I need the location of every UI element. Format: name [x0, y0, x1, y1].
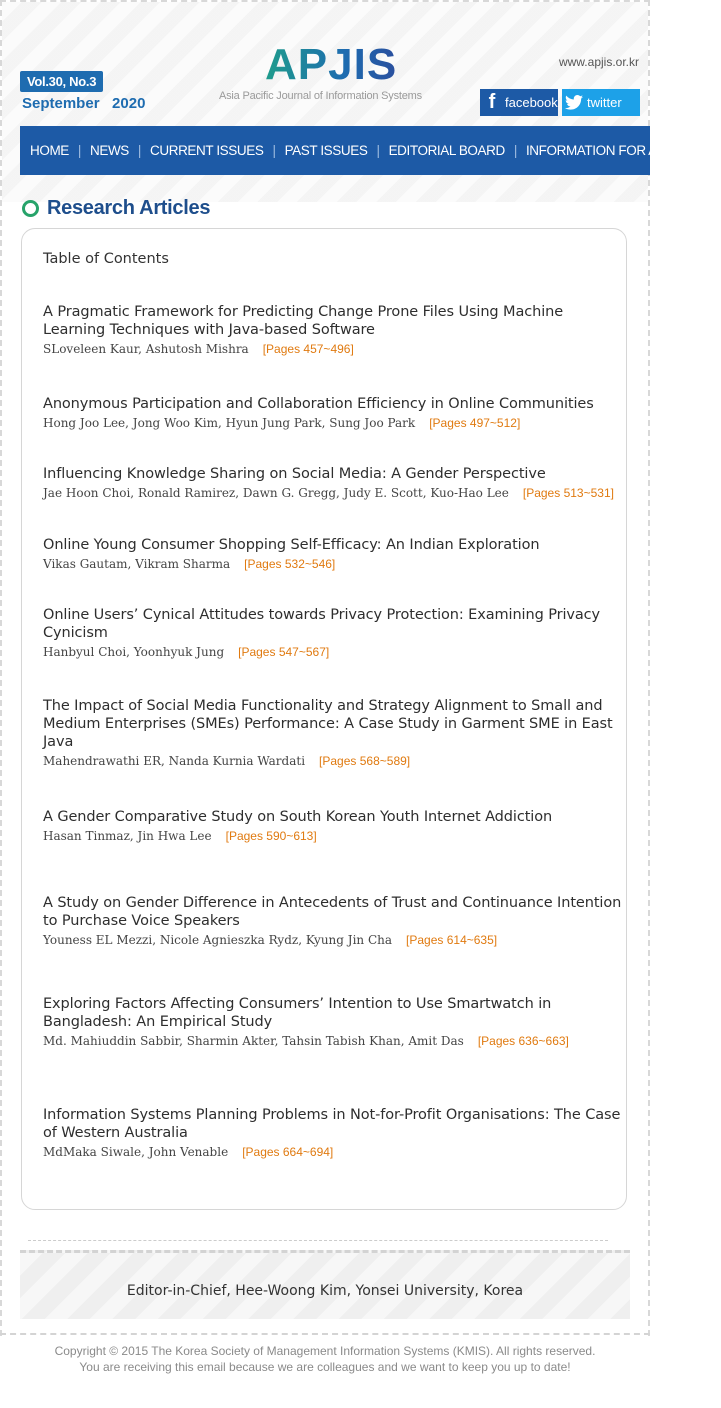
- article-pages[interactable]: [Pages 590~613]: [225, 829, 317, 843]
- copyright: [0, 1343, 650, 1375]
- article-item: [43, 606, 623, 660]
- apjis-logo[interactable]: APJIS: [265, 40, 398, 89]
- subscription-note: You are receiving this email because we are colleagues and we want to keep you up to date!: [79, 1360, 571, 1374]
- nav-separator: |: [272, 143, 276, 158]
- issue-date: [22, 95, 145, 112]
- article-title[interactable]: A Pragmatic Framework for Predicting Change Prone Files Using Machine Learning Techniques with Java-based Software: [43, 304, 564, 338]
- article-authors: Jae Hoon Choi, Ronald Ramirez, Dawn G. Gregg, Judy E. Scott, Kuo-Hao Lee: [43, 486, 509, 500]
- article-item: [43, 465, 623, 501]
- section-title: Research Articles: [47, 197, 211, 219]
- article-title[interactable]: A Gender Comparative Study on South Korean Youth Internet Addiction: [43, 809, 553, 825]
- article-title[interactable]: Online Users’ Cynical Attitudes towards Privacy Protection: Examining Privacy Cynicism: [43, 607, 600, 641]
- facebook-label: facebook: [505, 95, 558, 110]
- nav-news[interactable]: NEWS: [90, 143, 129, 158]
- article-meta: [43, 644, 623, 660]
- article-pages[interactable]: [Pages 664~694]: [242, 1145, 334, 1159]
- copyright-line: Copyright © 2015 The Korea Society of Management Information Systems (KMIS). All rights reserved.: [54, 1344, 596, 1358]
- article-item: [43, 697, 623, 769]
- article-title[interactable]: Influencing Knowledge Sharing on Social Media: A Gender Perspective: [43, 466, 546, 482]
- nav-home[interactable]: HOME: [30, 143, 69, 158]
- article-title[interactable]: Exploring Factors Affecting Consumers’ Intention to Use Smartwatch in Bangladesh: An Empirical Study: [43, 996, 552, 1030]
- twitter-icon: [562, 89, 586, 116]
- article-title[interactable]: Information Systems Planning Problems in Not-for-Profit Organisations: The Case of Western Australia: [43, 1107, 621, 1141]
- nav-separator: |: [376, 143, 380, 158]
- article-meta: [43, 1033, 623, 1049]
- logo-subtitle: Asia Pacific Journal of Information Systems: [219, 90, 422, 102]
- nav-past-issues[interactable]: PAST ISSUES: [284, 143, 368, 158]
- facebook-button[interactable]: [480, 89, 558, 116]
- article-meta: [43, 932, 623, 948]
- twitter-button[interactable]: [562, 89, 640, 116]
- article-authors: Hanbyul Choi, Yoonhyuk Jung: [43, 645, 225, 659]
- volume-badge: Vol.30, No.3: [20, 71, 103, 92]
- article-pages[interactable]: [Pages 568~589]: [319, 754, 411, 768]
- twitter-label: twitter: [587, 95, 622, 110]
- main-nav: [20, 126, 712, 175]
- article-pages[interactable]: [Pages 532~546]: [244, 557, 336, 571]
- issue-year: 2020: [112, 95, 146, 112]
- article-title[interactable]: Anonymous Participation and Collaboration Efficiency in Online Communities: [43, 396, 594, 412]
- editor-in-chief: Editor-in-Chief, Hee-Woong Kim, Yonsei University, Korea: [126, 1283, 524, 1299]
- article-authors: Hasan Tinmaz, Jin Hwa Lee: [43, 829, 212, 843]
- article-pages[interactable]: [Pages 497~512]: [429, 416, 521, 430]
- nav-information-for-authors[interactable]: INFORMATION FOR AUTHORS: [525, 143, 712, 158]
- divider: [28, 1240, 608, 1241]
- article-item: [43, 808, 623, 844]
- nav-separator: |: [137, 143, 142, 158]
- divider: [0, 1333, 650, 1335]
- site-url-link[interactable]: www.apjis.or.kr: [558, 55, 639, 69]
- article-item: [43, 303, 623, 357]
- article-pages[interactable]: [Pages 614~635]: [406, 933, 498, 947]
- article-meta: [43, 828, 623, 844]
- article-pages[interactable]: [Pages 457~496]: [262, 342, 354, 356]
- article-meta: [43, 341, 623, 357]
- issue-month: September: [22, 95, 100, 112]
- footer-band: [20, 1250, 630, 1319]
- article-authors: Hong Joo Lee, Jong Woo Kim, Hyun Jung Park, Sung Joo Park: [43, 416, 416, 430]
- article-authors: SLoveleen Kaur, Ashutosh Mishra: [43, 342, 249, 356]
- article-item: [43, 395, 623, 431]
- nav-separator: |: [513, 143, 517, 158]
- article-meta: [43, 556, 623, 572]
- article-item: [43, 536, 623, 572]
- article-meta: [43, 1144, 623, 1160]
- nav-separator: |: [77, 143, 82, 158]
- nav-current-issues[interactable]: CURRENT ISSUES: [150, 143, 264, 158]
- article-meta: [43, 485, 623, 501]
- article-item: [43, 1106, 623, 1160]
- article-meta: [43, 415, 623, 431]
- article-pages[interactable]: [Pages 547~567]: [238, 645, 330, 659]
- article-title[interactable]: A Study on Gender Difference in Antecedents of Trust and Continuance Intention to Purchase Voice Speakers: [43, 895, 622, 929]
- facebook-icon: f: [488, 91, 496, 113]
- article-authors: Md. Mahiuddin Sabbir, Sharmin Akter, Tahsin Tabish Khan, Amit Das: [43, 1034, 464, 1048]
- article-title[interactable]: Online Young Consumer Shopping Self-Efficacy: An Indian Exploration: [43, 537, 540, 553]
- section-heading: [22, 197, 210, 220]
- header: [0, 0, 650, 130]
- article-meta: [43, 753, 623, 769]
- article-item: [43, 995, 623, 1049]
- article-authors: Mahendrawathi ER, Nanda Kurnia Wardati: [43, 754, 306, 768]
- article-authors: MdMaka Siwale, John Venable: [43, 1145, 229, 1159]
- circle-bullet-icon: [22, 200, 39, 217]
- article-item: [43, 894, 623, 948]
- article-title[interactable]: The Impact of Social Media Functionality and Strategy Alignment to Small and Medium Enterprises (SMEs) Performance: A Case Study in Garment SME in East Java: [43, 698, 613, 750]
- nav-editorial-board[interactable]: EDITORIAL BOARD: [388, 143, 505, 158]
- article-pages[interactable]: [Pages 636~663]: [477, 1034, 569, 1048]
- toc-heading: Table of Contents: [43, 251, 169, 267]
- article-authors: Vikas Gautam, Vikram Sharma: [43, 557, 231, 571]
- article-authors: Youness EL Mezzi, Nicole Agnieszka Rydz, Kyung Jin Cha: [43, 933, 393, 947]
- article-pages[interactable]: [Pages 513~531]: [522, 486, 614, 500]
